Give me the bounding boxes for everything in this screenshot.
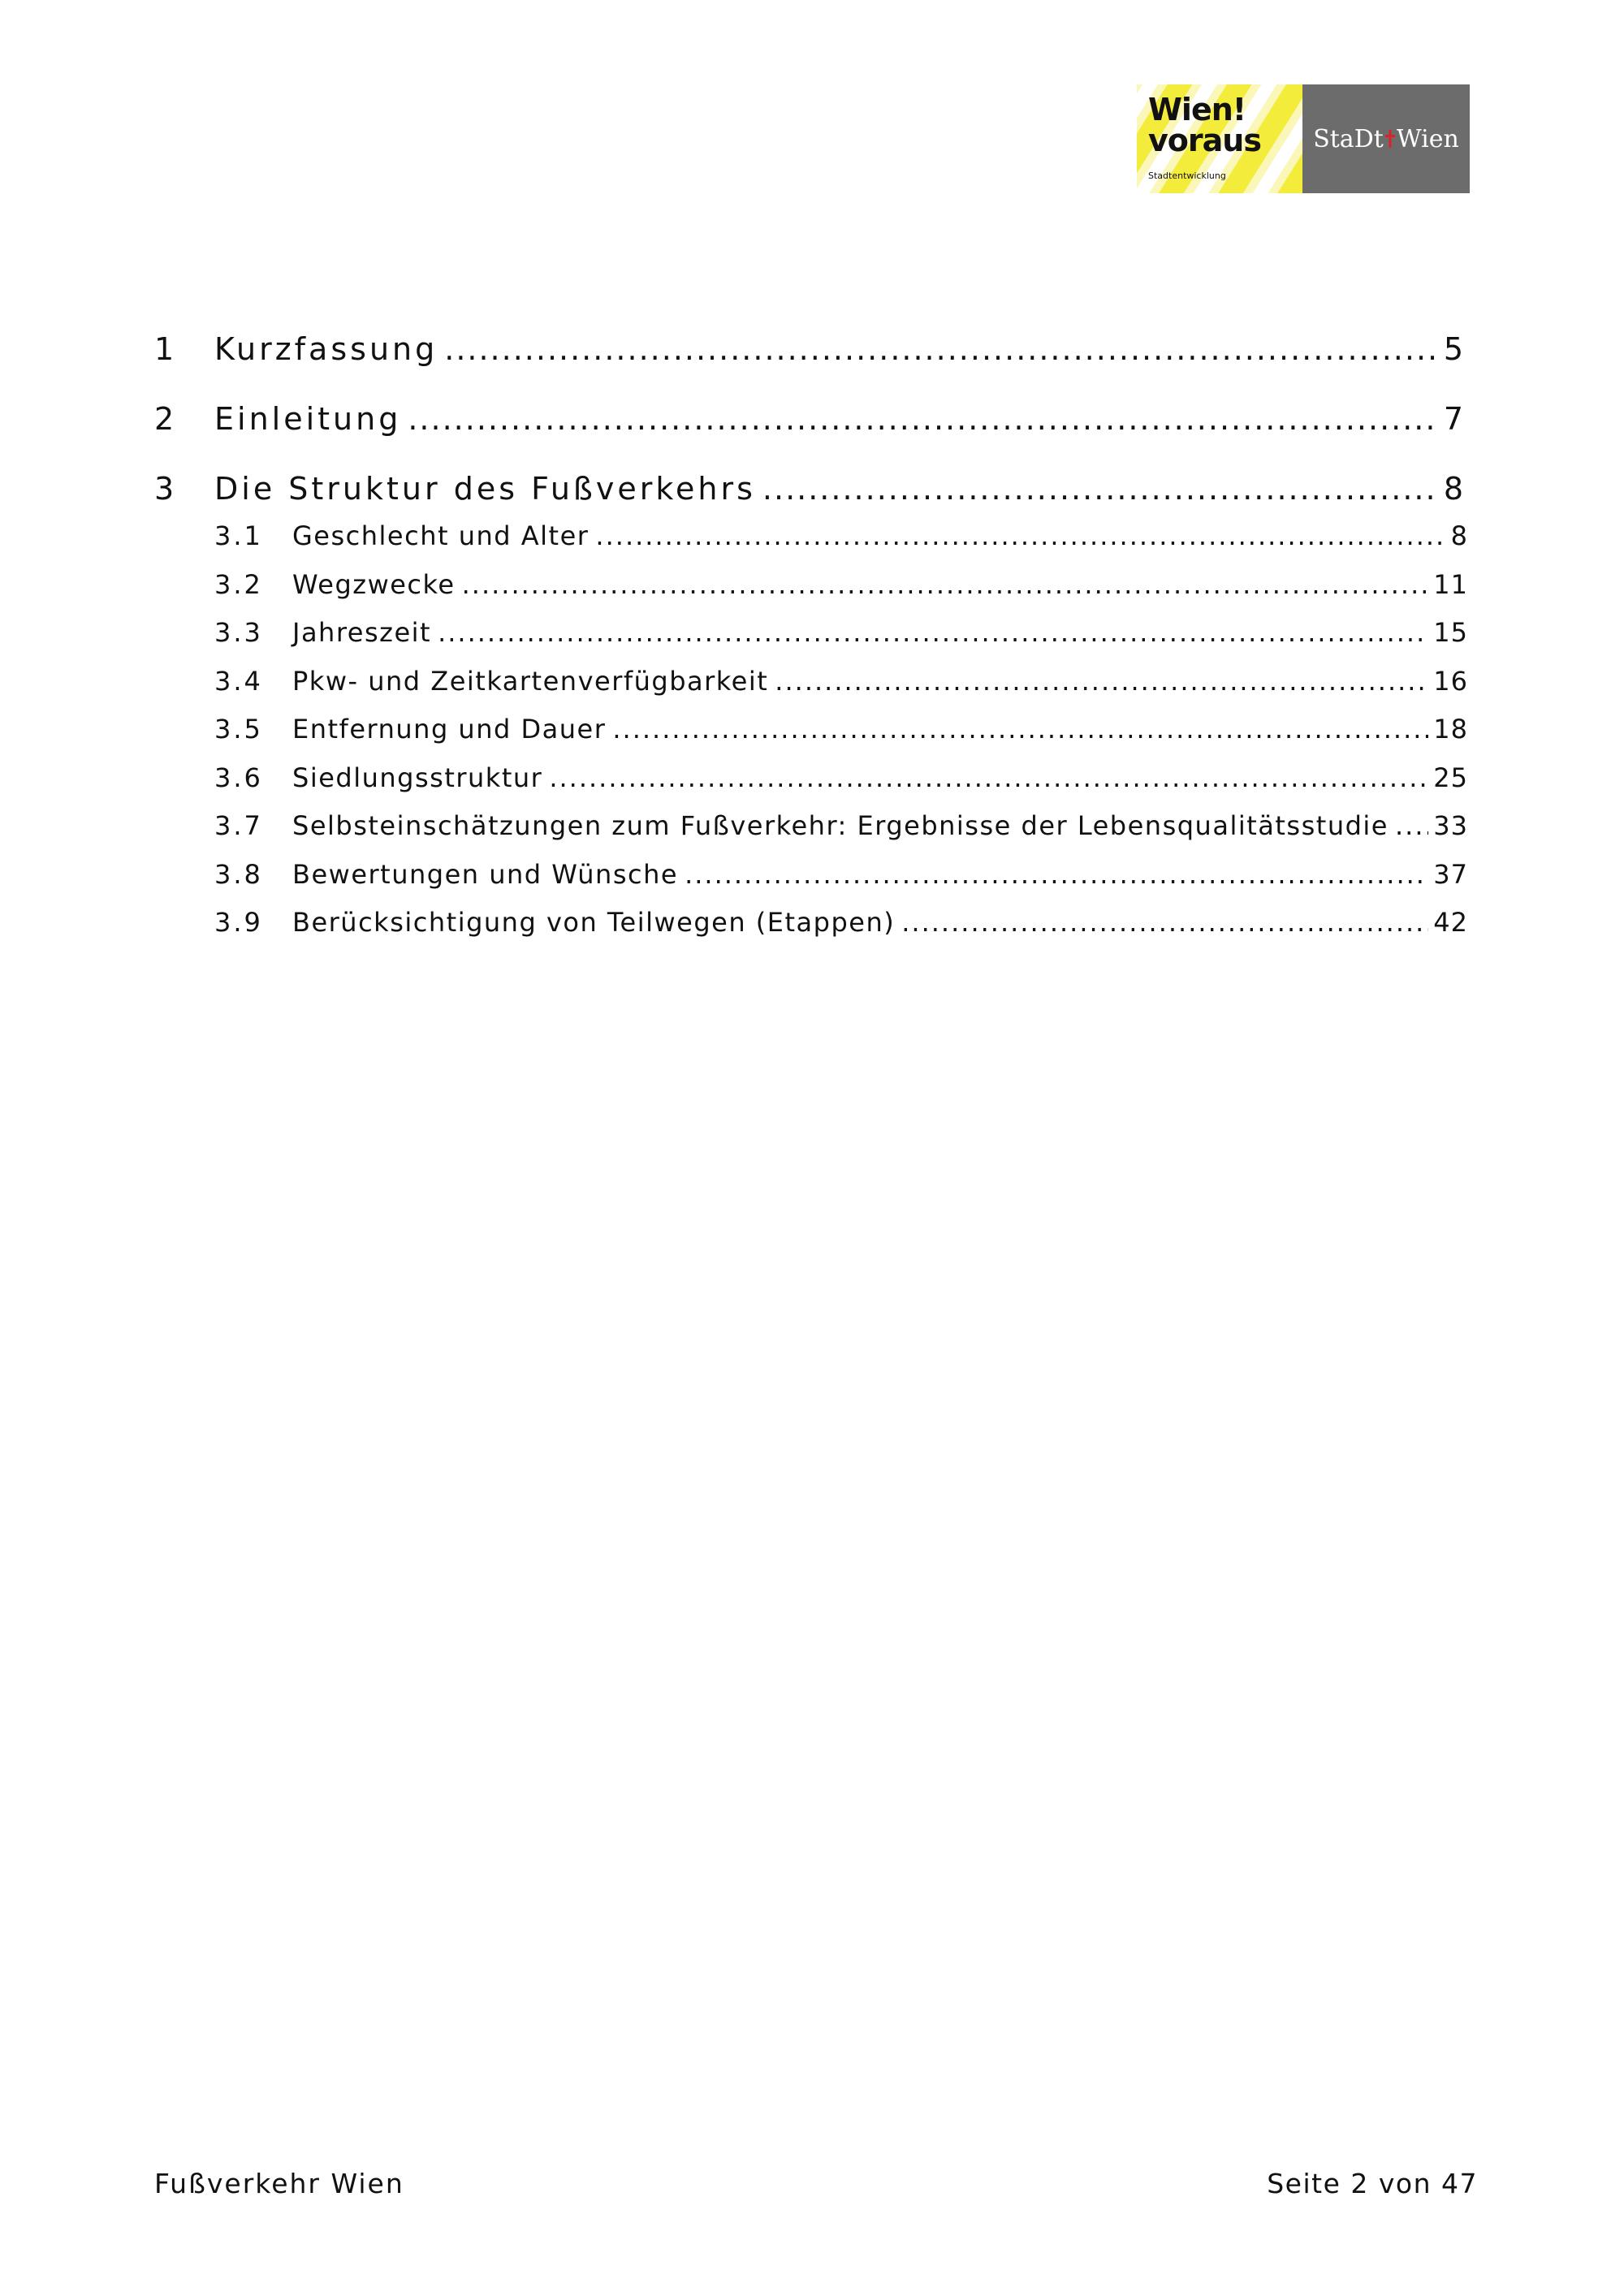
stadt-text: StaDt bbox=[1313, 124, 1384, 153]
toc-leader bbox=[462, 569, 1429, 600]
toc-number: 3 bbox=[154, 471, 214, 507]
toc-title: Siedlungsstruktur bbox=[292, 762, 543, 793]
toc-page: 18 bbox=[1433, 714, 1468, 744]
toc-page: 16 bbox=[1433, 666, 1468, 697]
toc-entry-3-8[interactable] bbox=[214, 859, 1468, 890]
toc-title: Pkw- und Zeitkartenverfügbarkeit bbox=[292, 666, 769, 697]
toc-number: 2 bbox=[154, 401, 214, 437]
toc-leader bbox=[549, 762, 1428, 793]
toc-page: 25 bbox=[1433, 762, 1468, 793]
toc-entry-3-1[interactable] bbox=[214, 520, 1468, 551]
toc-number: 3.6 bbox=[214, 762, 292, 793]
toc-title: Berücksichtigung von Teilwegen (Etappen) bbox=[292, 907, 896, 938]
toc-leader bbox=[612, 714, 1428, 744]
logo bbox=[1137, 84, 1470, 193]
toc-page: 37 bbox=[1433, 859, 1468, 890]
toc-entry-3-7[interactable] bbox=[214, 810, 1468, 841]
toc-number: 3.8 bbox=[214, 859, 292, 890]
toc-leader bbox=[444, 331, 1439, 367]
toc-title: Bewertungen und Wünsche bbox=[292, 859, 679, 890]
footer-document-title: Fußverkehr Wien bbox=[154, 2168, 404, 2199]
toc-title: Geschlecht und Alter bbox=[292, 520, 590, 551]
toc-number: 3.5 bbox=[214, 714, 292, 744]
toc-entry-3[interactable] bbox=[154, 471, 1463, 507]
logo-subtitle: Stadtentwicklung bbox=[1148, 170, 1226, 181]
toc-page: 11 bbox=[1433, 569, 1468, 600]
toc-page: 7 bbox=[1443, 401, 1463, 437]
toc-leader bbox=[408, 401, 1438, 437]
wien-text: Wien bbox=[1396, 124, 1459, 153]
toc-page: 5 bbox=[1443, 331, 1463, 367]
footer-page-number: Seite 2 von 47 bbox=[1267, 2168, 1478, 2199]
toc-number: 3.9 bbox=[214, 907, 292, 938]
toc-page: 33 bbox=[1433, 810, 1468, 841]
stadt-wien-logo bbox=[1302, 84, 1470, 193]
logo-line-2: voraus bbox=[1148, 123, 1261, 158]
toc-leader bbox=[438, 617, 1428, 648]
toc-title: Jahreszeit bbox=[292, 617, 432, 648]
toc-entry-2[interactable] bbox=[154, 401, 1463, 437]
wien-voraus-logo bbox=[1137, 84, 1302, 193]
toc-number: 3.7 bbox=[214, 810, 292, 841]
toc-page: 42 bbox=[1433, 907, 1468, 938]
toc-number: 3.1 bbox=[214, 520, 292, 551]
toc-number: 3.3 bbox=[214, 617, 292, 648]
toc-leader bbox=[762, 471, 1439, 507]
toc-entry-3-3[interactable] bbox=[214, 617, 1468, 648]
toc-page: 15 bbox=[1433, 617, 1468, 648]
toc-leader bbox=[775, 666, 1428, 697]
toc-title: Selbsteinschätzungen zum Fußverkehr: Ergebnisse der Lebensqualitätsstudie bbox=[292, 810, 1389, 841]
logo-line-1: Wien! bbox=[1148, 92, 1246, 127]
toc-title: Kurzfassung bbox=[214, 331, 438, 367]
toc-page: 8 bbox=[1450, 520, 1468, 551]
toc-entry-3-4[interactable] bbox=[214, 666, 1468, 697]
toc-leader bbox=[901, 907, 1428, 938]
toc-entry-1[interactable] bbox=[154, 331, 1463, 367]
toc-number: 1 bbox=[154, 331, 214, 367]
toc-entry-3-9[interactable] bbox=[214, 907, 1468, 938]
toc-leader bbox=[595, 520, 1445, 551]
toc-page: 8 bbox=[1443, 471, 1463, 507]
toc-number: 3.2 bbox=[214, 569, 292, 600]
toc-leader bbox=[1395, 810, 1428, 841]
toc-entry-3-2[interactable] bbox=[214, 569, 1468, 600]
toc-entry-3-5[interactable] bbox=[214, 714, 1468, 744]
toc-title: Die Struktur des Fußverkehrs bbox=[214, 471, 756, 507]
toc-title: Entfernung und Dauer bbox=[292, 714, 607, 744]
toc-title: Einleitung bbox=[214, 401, 402, 437]
toc-entry-3-6[interactable] bbox=[214, 762, 1468, 793]
toc-leader bbox=[685, 859, 1428, 890]
toc-number: 3.4 bbox=[214, 666, 292, 697]
toc-title: Wegzwecke bbox=[292, 569, 456, 600]
stadt-wien-wordmark bbox=[1313, 125, 1459, 153]
cross-icon bbox=[1385, 127, 1395, 146]
